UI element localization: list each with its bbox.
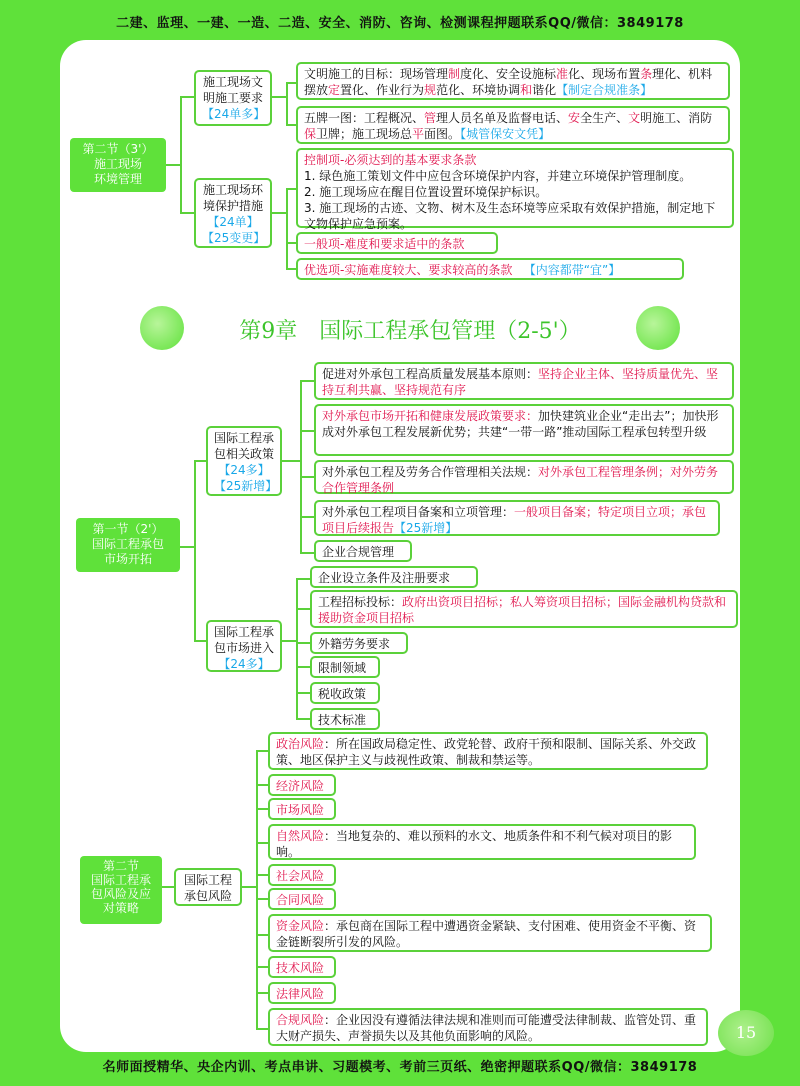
chapter-heading [140, 306, 680, 352]
chapter-title: 第9章 国际工程承包管理（2-5'） [239, 319, 581, 344]
market-entry-node: 国际工程承包市场进入 【24多】 [206, 620, 282, 672]
risk-funding: 资金风险：承包商在国际工程中遭遇资金紧缺、支付困难、使用资金不平衡、资金链断裂所引发的风险。 [268, 914, 712, 952]
five-boards-box: 五牌一图：工程概况、管理人员名单及监督电话、安全生产、文明施工、消防保卫牌；施工现场总平面图。【城管保安文凭】 [296, 106, 730, 144]
control-items-box: 控制项-必须达到的基本要求条款 1. 绿色施工策划文件中应包含环境保护内容，并建立环境保护管理制度。 2. 施工现场应在醒目位置设置环境保护标识。 3. 施工现场的古迹、文物、树木及生态环境等应采取有效保护措施，制定地下文物保护应急预案。 [296, 148, 734, 228]
entry-setup-box: 企业设立条件及注册要求 [310, 566, 478, 588]
risk-contract: 合同风险 [268, 888, 336, 910]
entry-tech-box: 技术标准 [310, 708, 380, 730]
risk-legal: 法律风险 [268, 982, 336, 1004]
risk-market: 市场风险 [268, 798, 336, 820]
policy-market-box: 对外承包市场开拓和健康发展政策要求：加快建筑业企业“走出去”；加快形成对外承包工程发展新优势；共建“一带一路”推动国际工程承包转型升级 [314, 404, 734, 456]
policy-principle-box: 促进对外承包工程高质量发展基本原则：坚持企业主体、坚持质量优先、坚持互利共赢、坚持规范有序 [314, 362, 734, 400]
preferred-items-box: 优选项-实施难度较大、要求较高的条款 【内容都带“宜”】 [296, 258, 684, 280]
policy-compliance-box: 企业合规管理 [314, 540, 412, 562]
entry-bidding-box: 工程招标投标：政府出资项目招标；私人筹资项目招标；国际金融机构贷款和援助资金项目招标 [310, 590, 738, 628]
policy-node: 国际工程承包相关政策 【24多】 【25新增】 [206, 426, 282, 496]
risk-political: 政治风险：所在国政局稳定性、政党轮替、政府干预和限制、国际关系、外交政策、地区保护主义与歧视性政策、制裁和禁运等。 [268, 732, 708, 770]
civil-construction-label: 施工现场文明施工要求 [202, 75, 263, 105]
bottom-banner: 名师面授精华、央企内训、考点串讲、习题模考、考前三页纸、绝密押题联系QQ/微信：3849178 [102, 1060, 698, 1075]
risk-social: 社会风险 [268, 864, 336, 886]
env-protection-node: 施工现场环境保护措施 【24单】 【25变更】 [194, 178, 272, 248]
section-risk-title: 第二节 国际工程承 包风险及应 对策略 [80, 856, 162, 924]
env-protection-label: 施工现场环境保护措施 [202, 183, 263, 213]
entry-labor-box: 外籍劳务要求 [310, 632, 408, 654]
risk-economic: 经济风险 [268, 774, 336, 796]
policy-filing-box: 对外承包工程项目备案和立项管理：一般项目备案；特定项目立项；承包项目后续报告【25新增】 [314, 500, 720, 536]
page-number: 15 [718, 1010, 774, 1056]
general-items-box: 一般项-难度和要求适中的条款 [296, 232, 498, 254]
section-market-title: 第一节（2'） 国际工程承包 市场开拓 [76, 518, 180, 572]
risk-node: 国际工程承包风险 [174, 868, 242, 906]
policy-law-box: 对外承包工程及劳务合作管理相关法规：对外承包工程管理条例；对外劳务合作管理条例 [314, 460, 734, 494]
risk-natural: 自然风险：当地复杂的、难以预料的水文、地质条件和不利气候对项目的影响。 [268, 824, 696, 860]
civil-construction-tag: 【24单多】 [202, 107, 266, 121]
risk-technical: 技术风险 [268, 956, 336, 978]
civil-construction-node [194, 70, 272, 126]
risk-compliance: 合规风险：企业因没有遵循法律法规和准则而可能遭受法律制裁、监管处罚、重大财产损失、声誉损失以及其他负面影响的风险。 [268, 1008, 708, 1046]
top-banner: 二建、监理、一建、一造、二造、安全、消防、咨询、检测课程押题联系QQ/微信：3849178 [116, 16, 684, 31]
entry-tax-box: 税收政策 [310, 682, 380, 704]
section-env-title: 第二节（3'） 施工现场 环境管理 [70, 138, 166, 192]
entry-restrict-box: 限制领域 [310, 656, 380, 678]
civil-goal-box: 文明施工的目标：现场管理制度化、安全设施标准化、现场布置条理化、机料摆放定置化、作业行为规范化、环境协调和谐化【制定合规准条】 [296, 62, 730, 100]
